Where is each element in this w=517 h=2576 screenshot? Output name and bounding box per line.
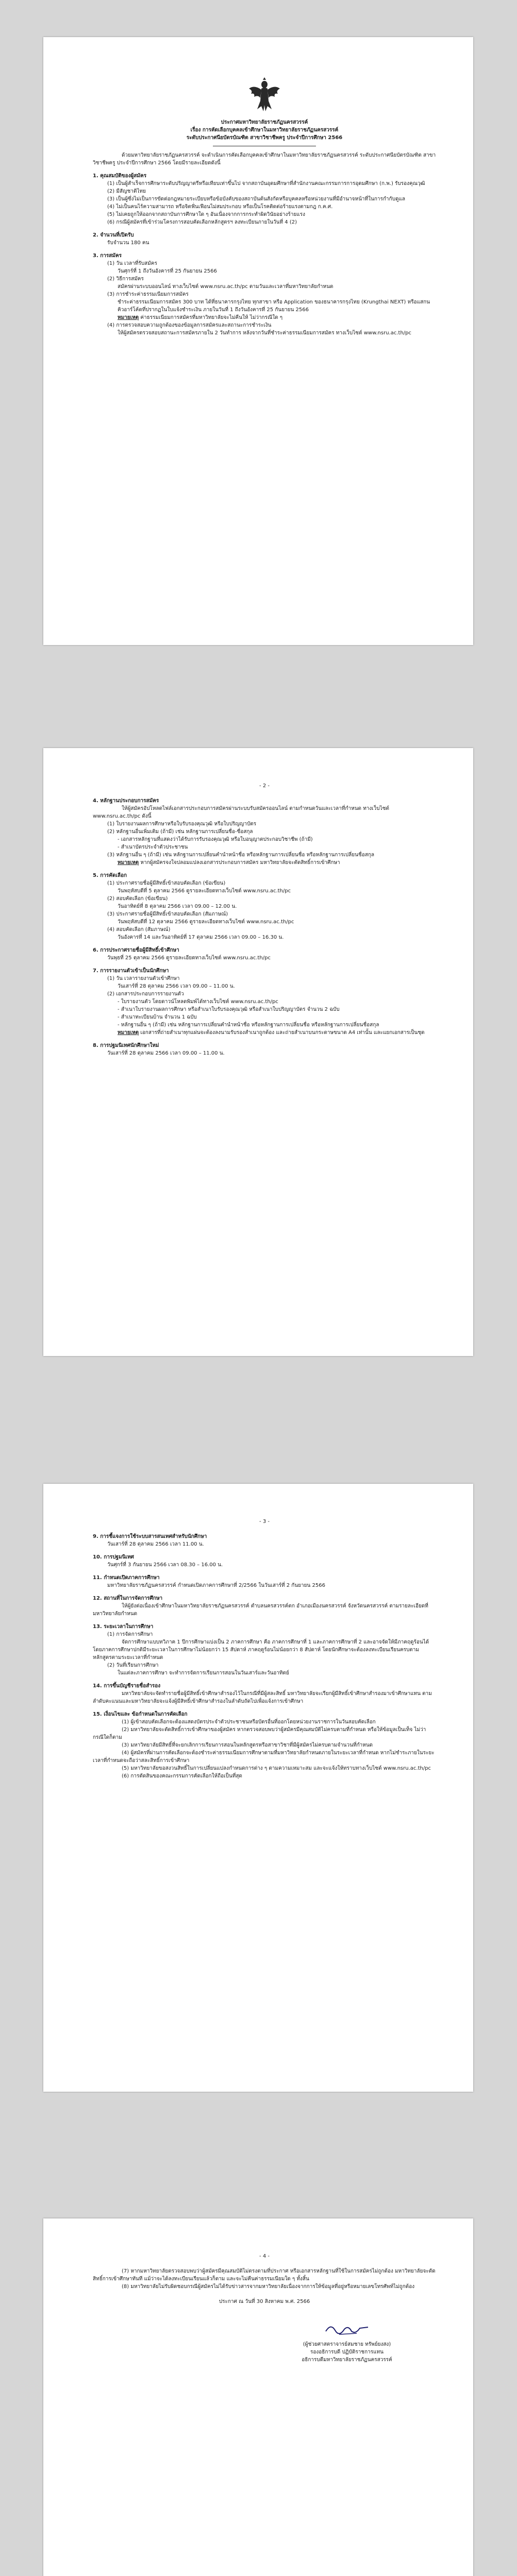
section-12-heading: 12. สถานที่ในการจัดการศึกษา xyxy=(93,1596,163,1601)
note-label: หมายเหตุ xyxy=(118,860,139,866)
s7-item: - หลักฐานอื่น ๆ (ถ้ามี) เช่น หลักฐานการเปลี่ยนคำนำหน้าชื่อ หรือหลักฐานการเปลี่ยนชื่อ หรือหลักฐานการเปลี่ยนชื่อสกุล xyxy=(118,1022,379,1028)
section-2-heading: 2. จำนวนที่เปิดรับ xyxy=(93,232,134,238)
section-3-heading: 3. การสมัคร xyxy=(93,253,122,259)
signatory-name: (ผู้ช่วยศาสตราจารย์สมชาย ทรัพย์ยงสง) xyxy=(303,2342,391,2347)
s15-item: (2) มหาวิทยาลัยจะตัดสิทธิ์การเข้าศึกษาของผู้สมัคร หากตรวจสอบพบว่าผู้สมัครมีคุณสมบัติไม่ครบตามที่กำหนด หรือให้ข้อมูลเป็นเท็จ ไม่ว่ากรณีใดก็ตาม xyxy=(93,1727,426,1740)
s3-item: ชำระค่าธรรมเนียมการสมัคร 300 บาท ได้ที่ธนาคารกรุงไทย ทุกสาขา หรือ Application ของธนาคารกรุงไทย (Krungthai NEXT) หรือแสกนคิวอาร์โค้ดที่ปรากฏในใบแจ้งชำระเงิน ภายในวันที่ 1 ถึงวันอังคารที่ 25 กันยายน 2566 xyxy=(118,299,430,313)
signatory-role-1: รองอธิการบดี ปฏิบัติราชการแทน xyxy=(310,2349,384,2355)
s7-item: วันเสาร์ที่ 28 ตุลาคม 2566 เวลา 09.00 – 11.00 น. xyxy=(118,984,235,989)
s9-text: วันเสาร์ที่ 28 ตุลาคม 2566 เวลา 11.00 น. xyxy=(107,1541,204,1547)
section-15-heading: 15. เงื่อนไขและ ข้อกำหนดในการคัดเลือก xyxy=(93,1711,188,1717)
section-6-heading: 6. การประกาศรายชื่อผู้มีสิทธิ์เข้าศึกษา xyxy=(93,947,179,953)
s6-text: วันพุธที่ 25 ตุลาคม 2566 ดูรายละเอียดทางเว็บไซต์ www.nsru.ac.th/pc xyxy=(107,955,271,961)
s5-item: (1) ประกาศรายชื่อผู้มีสิทธิ์เข้าสอบคัดเลือก (ข้อเขียน) xyxy=(107,880,226,886)
s4-item: - เอกสารหลักฐานที่แสดงว่าได้รับการรับรองคุณวุฒิ หรือใบอนุญาตประกอบวิชาชีพ (ถ้ามี) xyxy=(118,837,313,842)
s4-item: (1) ใบรายงานผลการศึกษาหรือใบรับรองคุณวุฒิ หรือใบปริญญาบัตร xyxy=(107,821,257,827)
s7-item: (1) วัน เวลารายงานตัวเข้าศึกษา xyxy=(107,976,180,981)
s3-item: ให้ผู้สมัครตรวจสอบสถานะการสมัครภายใน 2 วันทำการ หลังจากวันที่ชำระค่าธรรมเนียมการสมัคร ทางเว็บไซต์ www.nsru.ac.th/pc xyxy=(118,330,411,336)
s12-text: ให้ผู้ยังต่อเนื่องเข้าศึกษาในมหาวิทยาลัยราชภัฏนครสวรรค์ ตำบลนครสวรรค์ตก อำเภอเมืองนครสวรรค์ จังหวัดนครสวรรค์ ตามรายละเอียดที่มหาวิทยาลัยกำหนด xyxy=(93,1603,428,1617)
s7-item: - สำเนาทะเบียนบ้าน จำนวน 1 ฉบับ xyxy=(118,1014,197,1020)
signatory-role-2: อธิการบดีมหาวิทยาลัยราชภัฏนครสวรรค์ xyxy=(302,2357,392,2363)
s3-item: สมัครผ่านระบบออนไลน์ ทางเว็บไซต์ www.nsru.ac.th/pc ตามวันและเวลาที่มหาวิทยาลัยกำหนด xyxy=(118,284,333,290)
p4-item: (8) มหาวิทยาลัยไม่รับผิดชอบกรณีผู้สมัครไม่ได้รับข่าวสารจากมหาวิทยาลัยเนื่องจากการให้ข้อมูลที่อยู่หรือหมายเลขโทรศัพท์ไม่ถูกต้อง xyxy=(122,2284,415,2290)
section-1-heading: 1. คุณสมบัติของผู้สมัคร xyxy=(93,173,147,179)
note-2 xyxy=(93,859,436,867)
s5-item: วันอาทิตย์ที่ 8 ตุลาคม 2566 เวลา 09.00 – 12.00 น. xyxy=(118,904,237,909)
s3-item: (3) การชำระค่าธรรมเนียมการสมัคร xyxy=(107,292,189,297)
note-label: หมายเหตุ xyxy=(118,315,139,320)
s3-item: วันศุกร์ที่ 1 ถึงวันอังคารที่ 25 กันยายน 2566 xyxy=(118,268,217,274)
s13-item: (2) วันที่เรียนการศึกษา xyxy=(107,1663,159,1668)
s5-item: วันพฤหัสบดีที่ 5 ตุลาคม 2566 ดูรายละเอียดทางเว็บไซต์ www.nsru.ac.th/pc xyxy=(118,888,291,894)
s5-item: (2) สอบคัดเลือก (ข้อเขียน) xyxy=(107,896,168,902)
title-line-1: ประกาศมหาวิทยาลัยราชภัฏนครสวรรค์ xyxy=(221,120,308,125)
section-13-heading: 13. ระยะเวลาในการศึกษา xyxy=(93,1624,154,1630)
document-page-4 xyxy=(43,2218,473,2576)
s5-item: วันอังคารที่ 14 และวันอาทิตย์ที่ 17 ตุลาคม 2566 เวลา 09.00 – 16.30 น. xyxy=(118,935,284,940)
s3-item: (1) วัน เวลาที่รับสมัคร xyxy=(107,261,157,266)
s5-item: (4) สอบคัดเลือก (สัมภาษณ์) xyxy=(107,927,171,933)
note-text: หากผู้สมัครจงใจปลอมแปลงเอกสารประกอบการสมัคร มหาวิทยาลัยจะตัดสิทธิ์การเข้าศึกษา xyxy=(140,860,340,866)
note-text: เอกสารที่ถ่ายสำเนาทุกแผ่นจะต้องลงนามรับรองสำเนาถูกต้อง และถ่ายสำเนาบนกระดาษขนาด A4 เท่านั้น และแยกเอกสารเป็นชุด xyxy=(140,1030,425,1036)
s1-item: (2) มีสัญชาติไทย xyxy=(107,189,146,194)
page-number: - 3 - xyxy=(259,1519,270,1524)
garuda-emblem-icon xyxy=(248,77,281,113)
s13-item: (1) การจัดการศึกษา xyxy=(107,1632,153,1637)
announcement-date: ประกาศ ณ วันที่ 30 สิงหาคม พ.ศ. 2566 xyxy=(219,2299,310,2304)
note-text: ค่าธรรมเนียมการสมัครที่มหาวิทยาลัยจะไม่คืนให้ ไม่ว่ากรณีใด ๆ xyxy=(140,315,283,320)
document-page-1 xyxy=(43,37,473,645)
s15-item: (3) มหาวิทยาลัยมีสิทธิ์ที่จะยกเลิกการเรียนการสอนในหลักสูตรหรือสาขาวิชาที่มีผู้สมัครไม่ครบตามจำนวนที่กำหนด xyxy=(122,1742,373,1748)
s15-item: (1) ผู้เข้าสอบคัดเลือกจะต้องแสดงบัตรประจำตัวประชาชนหรือบัตรอื่นที่ออกโดยหน่วยงานราชการในวันสอบคัดเลือก xyxy=(122,1719,376,1725)
section-11-heading: 11. กำหนดเปิดภาคการศึกษา xyxy=(93,1575,160,1581)
title-line-2: เรื่อง การคัดเลือกบุคคลเข้าศึกษาในมหาวิทยาลัยราชภัฏนครสวรรค์ xyxy=(190,127,339,133)
s7-item: - ใบรายงานตัว โดยดาวน์โหลดพิมพ์ได้ทางเว็บไซต์ www.nsru.ac.th/pc xyxy=(118,999,278,1005)
s4-item: (2) หลักฐานอื่นเพิ่มเติม (ถ้ามี) เช่น หลักฐานการเปลี่ยนชื่อ-ชื่อสกุล xyxy=(107,829,253,835)
section-9-heading: 9. การชี้แจงการใช้ระบบสารสนเทศสำหรับนักศึกษา xyxy=(93,1534,207,1539)
document-page-3 xyxy=(43,1484,473,2092)
section-7-heading: 7. การรายงานตัวเข้าเป็นนักศึกษา xyxy=(93,968,169,974)
intro-paragraph: ด้วยมหาวิทยาลัยราชภัฏนครสวรรค์ จะดำเนินการคัดเลือกบุคคลเข้าศึกษาในมหาวิทยาลัยราชภัฏนครสวรรค์ ระดับประกาศนียบัตรบัณฑิต สาขาวิชาชีพครู ประจำปีการศึกษา 2566 โดยมีรายละเอียดดังนี้ xyxy=(93,152,436,166)
s1-item: (3) เป็นผู้ซึ่งไม่เป็นการขัดต่อกฎหมายระเบียบหรือข้อบังคับของสถาบันต้นสังกัดหรือบุคคลหรือหน่วยงานที่มีอำนาจหน้าที่ในการกำกับดูแล xyxy=(107,196,406,202)
s1-item: (5) ไม่เคยถูกให้ออกจากสถาบันการศึกษาใด ๆ อันเนื่องจากการกระทำผิดวินัยอย่างร้ายแรง xyxy=(107,212,305,217)
s4-intro: ให้ผู้สมัครอัปโหลดไฟล์เอกสารประกอบการสมัครผ่านระบบรับสมัครออนไลน์ ตามกำหนดวันและเวลาที่กำหนด ทางเว็บไซต์ www.nsru.ac.th/pc ดังนี้ xyxy=(93,806,389,819)
s10-text: วันศุกร์ที่ 3 กันยายน 2566 เวลา 08.30 – 16.00 น. xyxy=(107,1562,223,1568)
section-10-heading: 10. การปฐมนิเทศ xyxy=(93,1554,134,1560)
s1-item: (4) ไม่เป็นคนไร้ความสามารถ หรือจิตฟั่นเฟือนไม่สมประกอบ หรือเป็นโรคติดต่อร้ายแรงตามกฎ ก.ค.ศ. xyxy=(107,204,333,210)
s2-text: รับจำนวน 180 คน xyxy=(107,240,149,246)
s15-item: (5) มหาวิทยาลัยขอสงวนสิทธิ์ในการเปลี่ยนแปลงกำหนดการต่าง ๆ ตามความเหมาะสม และจะแจ้งให้ทราบทางเว็บไซต์ www.nsru.ac.th/pc xyxy=(122,1766,431,1771)
page-number: - 4 - xyxy=(259,2253,270,2259)
s1-item: (1) เป็นผู้สำเร็จการศึกษาระดับปริญญาตรีหรือเทียบเท่าขึ้นไป จากสถาบันอุดมศึกษาที่สำนักงานคณะกรรมการการอุดมศึกษา (ก.พ.) รับรองคุณวุฒิ xyxy=(107,181,425,187)
s8-text: วันเสาร์ที่ 28 ตุลาคม 2566 เวลา 09.00 – 11.00 น. xyxy=(107,1050,225,1056)
section-4-heading: 4. หลักฐานประกอบการสมัคร xyxy=(93,798,159,804)
s3-item: (2) วิธีการสมัคร xyxy=(107,276,144,282)
s15-item: (4) ผู้สมัครที่ผ่านการคัดเลือกจะต้องชำระค่าธรรมเนียมการศึกษาตามที่มหาวิทยาลัยกำหนดภายในระยะเวลาที่กำหนด หากไม่ชำระภายในระยะเวลาที่กำหนดจะถือว่าสละสิทธิ์การเข้าศึกษา xyxy=(93,1750,435,1764)
title-line-3: ระดับประกาศนียบัตรบัณฑิต สาขาวิชาชีพครู ประจำปีการศึกษา 2566 xyxy=(186,135,343,141)
s1-item: (6) กรณีผู้สมัครที่เข้าร่วมโครงการสอบคัดเลือกหลักสูตรฯ ลงทะเบียนภายในวันที่ 4 (2) xyxy=(107,219,297,225)
s13-item: จัดการศึกษาแบบทวิภาค 1 ปีการศึกษาแบ่งเป็น 2 ภาคการศึกษา คือ ภาคการศึกษาที่ 1 และภาคการศึกษาที่ 2 และอาจจัดให้มีภาคฤดูร้อนได้ โดยภาคการศึกษาปกติมีระยะเวลาในการศึกษาไม่น้อยกว่า 15 สัปดาห์ ภาคฤดูร้อนไม่น้อยกว่า 8 สัปดาห์ โดยนักศึกษาจะต้องลงทะเบียนเรียนครบตามหลักสูตรตามระยะเวลาที่กำหนด xyxy=(93,1639,429,1660)
s7-item: (2) เอกสารประกอบการรายงานตัว xyxy=(107,991,184,997)
note-1 xyxy=(93,314,436,321)
s14-text: มหาวิทยาลัยจะจัดทำรายชื่อผู้มีสิทธิ์เข้าศึกษาสำรองไว้ในกรณีที่มีผู้สละสิทธิ์ มหาวิทยาลัยจะเรียกผู้มีสิทธิ์เข้าศึกษาสำรองมาเข้าศึกษาแทน ตามลำดับคะแนนและมหาวิทยาลัยจะแจ้งผู้มีสิทธิ์เข้าศึกษาสำรองในลำดับถัดไปเพื่อแจ้งการเข้าศึกษา xyxy=(93,1691,432,1704)
s5-item: (3) ประกาศรายชื่อผู้มีสิทธิ์เข้าสอบคัดเลือก (สัมภาษณ์) xyxy=(107,911,228,917)
p4-item: (7) หากมหาวิทยาลัยตรวจสอบพบว่าผู้สมัครมีคุณสมบัติไม่ตรงตามที่ประกาศ หรือเอกสารหลักฐานที่ใช้ในการสมัครไม่ถูกต้อง มหาวิทยาลัยจะตัดสิทธิ์การเข้าศึกษาทันที แม้ว่าจะได้ลงทะเบียนเรียนแล้วก็ตาม และจะไม่คืนค่าธรรมเนียมใด ๆ ทั้งสิ้น xyxy=(93,2268,436,2282)
announcement-title xyxy=(93,118,436,142)
document-page-2 xyxy=(43,748,473,1356)
page-number: - 2 - xyxy=(259,783,270,789)
s7-item: - สำเนาใบรายงานผลการศึกษา หรือสำเนาใบรับรองคุณวุฒิ หรือสำเนาใบปริญญาบัตร จำนวน 2 ฉบับ xyxy=(118,1007,340,1012)
signature-block xyxy=(258,2321,436,2364)
s3-item: (4) การตรวจสอบความถูกต้องของข้อมูลการสมัครและสถานะการชำระเงิน xyxy=(107,323,272,328)
section-8-heading: 8. การปฐมนิเทศนักศึกษาใหม่ xyxy=(93,1043,159,1048)
s4-item: - สำเนาบัตรประจำตัวประชาชน xyxy=(118,844,188,850)
section-14-heading: 14. การขึ้นบัญชีรายชื่อสำรอง xyxy=(93,1683,161,1689)
s11-text: มหาวิทยาลัยราชภัฏนครสวรรค์ กำหนดเปิดภาคการศึกษาที่ 2/2566 ในวันเสาร์ที่ 2 กันยายน 2566 xyxy=(107,1583,325,1588)
section-5-heading: 5. การคัดเลือก xyxy=(93,873,127,878)
note-label: หมายเหตุ xyxy=(118,1030,139,1036)
s13-item: ในแต่ละภาคการศึกษา จะทำการจัดการเรียนการสอนในวันเสาร์และวันอาทิตย์ xyxy=(118,1670,289,1676)
s5-item: วันพฤหัสบดีที่ 12 ตุลาคม 2566 ดูรายละเอียดทางเว็บไซต์ www.nsru.ac.th/pc xyxy=(118,919,294,925)
s4-item: (3) หลักฐานอื่น ๆ (ถ้ามี) เช่น หลักฐานการเปลี่ยนคำนำหน้าชื่อ หรือหลักฐานการเปลี่ยนชื่อ หรือหลักฐานการเปลี่ยนชื่อสกุล xyxy=(107,852,374,858)
signature-icon xyxy=(324,2321,370,2336)
note-3 xyxy=(93,1029,436,1037)
s15-item: (6) การตัดสินของคณะกรรมการคัดเลือกให้ถือเป็นที่สุด xyxy=(122,1773,242,1779)
